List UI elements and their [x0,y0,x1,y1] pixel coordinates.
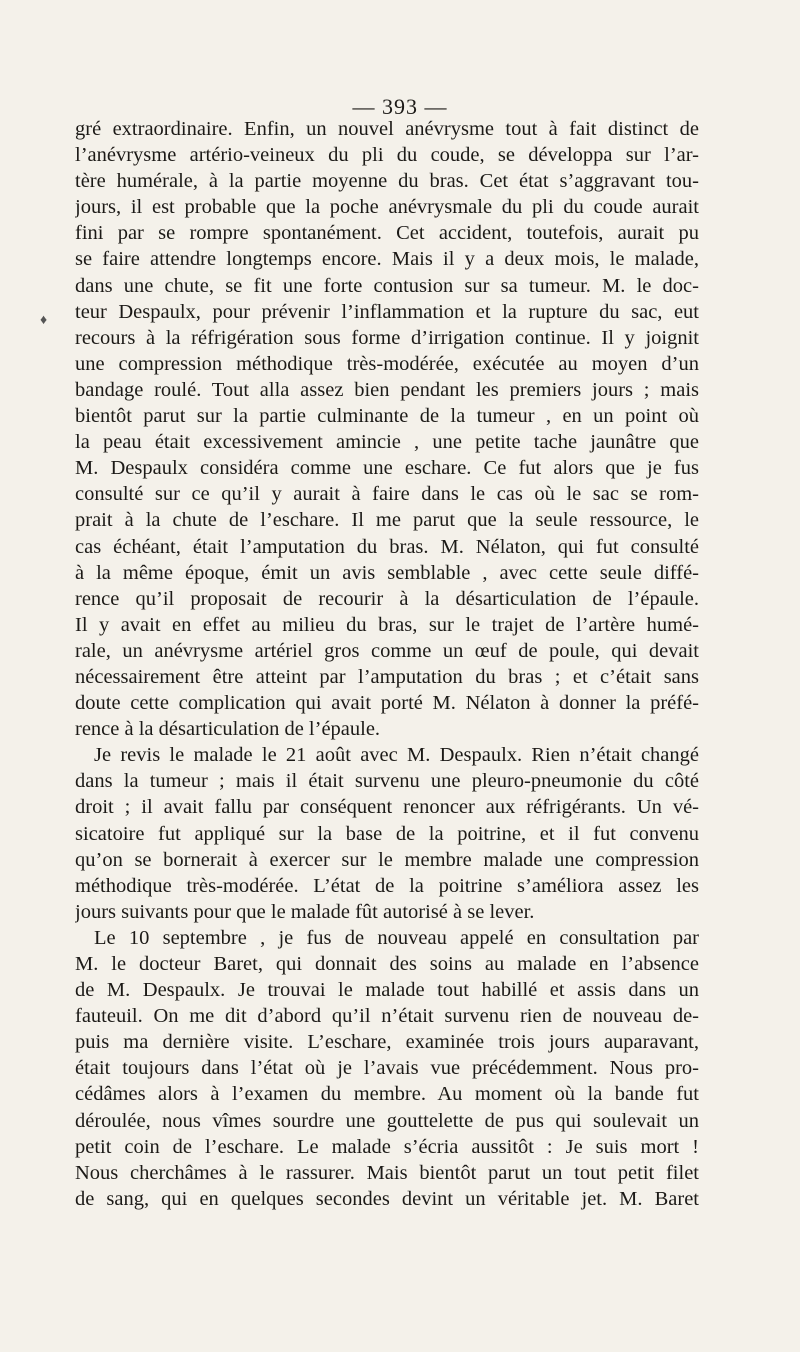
text-line: rence à la désarticulation de l’épaule. [75,718,381,741]
text-line: M. Despaulx considéra comme une eschare. Ce fut alors que je fus [75,457,699,480]
text-line: de M. Despaulx. Je trouvai le malade tout habillé et assis dans un [75,979,699,1002]
text-line: nécessairement être atteint par l’amputation du bras ; et c’était sans [75,665,699,688]
text-line: dans une chute, se fit une forte contusion sur sa tumeur. M. le doc- [75,274,699,297]
text-line: rence qu’il proposait de recourir à la désarticulation de l’épaule. [75,587,699,610]
text-line: jours, il est probable que la poche anévrysmale du pli du coude aurait [75,196,699,219]
text-line: dans la tumeur ; mais il était survenu une pleuro-pneumonie du côté [75,770,699,793]
text-line: qu’on se bornerait à exercer sur le membre malade une compression [75,848,699,871]
text-line: consulté sur ce qu’il y aurait à faire dans le cas où le sac se rom- [75,483,699,506]
text-line: rale, un anévrysme artériel gros comme un œuf de poule, qui devait [75,639,699,662]
page-number: — 393 — [352,94,448,119]
text-line: à la même époque, émit un avis semblable , avec cette seule diffé- [75,561,699,584]
text-line: Je revis le malade le 21 août avec M. Despaulx. Rien n’était changé [94,744,699,767]
text-line: jours suivants pour que le malade fût autorisé à se lever. [75,900,535,923]
text-line: doute cette complication qui avait porté M. Nélaton à donner la préfé- [75,692,699,715]
text-line: méthodique très-modérée. L’état de la poitrine s’améliora assez les [75,874,699,897]
text-line: bandage roulé. Tout alla assez bien pendant les premiers jours ; mais [75,378,699,401]
text-line: gré extraordinaire. Enfin, un nouvel anévrysme tout à fait distinct de [75,118,699,140]
text-line: de sang, qui en quelques secondes devint un véritable jet. M. Baret [75,1187,699,1210]
margin-mark: ♦ [40,313,48,328]
text-line: déroulée, nous vîmes sourdre une gouttelette de pus qui soulevait un [75,1109,699,1132]
text-line: l’anévrysme artério-veineux du pli du coude, se développa sur l’ar- [75,144,699,167]
text-line: Nous cherchâmes à le rassurer. Mais bientôt parut un tout petit filet [75,1161,699,1184]
text-line: fini par se rompre spontanément. Cet accident, toutefois, aurait pu [75,222,699,245]
text-line: teur Despaulx, pour prévenir l’inflammation et la rupture du sac, eut [75,300,699,323]
text-line: Il y avait en effet au milieu du bras, sur le trajet de l’artère humé- [75,613,699,636]
text-line: cas échéant, était l’amputation du bras. M. Nélaton, qui fut consulté [75,535,699,558]
text-line: se faire attendre longtemps encore. Mais il y a deux mois, le malade, [75,248,699,271]
text-line: petit coin de l’eschare. Le malade s’écria aussitôt : Je suis mort ! [75,1135,699,1158]
text-line: bientôt parut sur la partie culminante de la tumeur , en un point où [75,405,699,428]
body-text [75,116,699,1212]
text-line: cédâmes alors à l’examen du membre. Au moment où la bande fut [75,1083,699,1106]
text-line: Le 10 septembre , je fus de nouveau appelé en consultation par [94,926,699,949]
text-line: tère humérale, à la partie moyenne du bras. Cet état s’aggravant tou- [75,170,699,193]
text-line: puis ma dernière visite. L’eschare, examinée trois jours auparavant, [75,1031,699,1054]
text-line: la peau était excessivement amincie , une petite tache jaunâtre que [75,431,699,454]
text-line: recours à la réfrigération sous forme d’irrigation continue. Il y joignit [75,326,699,349]
text-line: sicatoire fut appliqué sur la base de la poitrine, et il fut convenu [75,822,699,845]
text-line: fauteuil. On me dit d’abord qu’il n’était survenu rien de nouveau de- [75,1005,699,1028]
text-line: était toujours dans l’état où je l’avais vue précédemment. Nous pro- [75,1057,699,1080]
text-line: prait à la chute de l’eschare. Il me parut que la seule ressource, le [75,509,699,532]
text-line: droit ; il avait fallu par conséquent renoncer aux réfrigérants. Un vé- [75,796,699,819]
text-line: une compression méthodique très-modérée, exécutée au moyen d’un [75,352,699,375]
text-line: M. le docteur Baret, qui donnait des soins au malade en l’absence [75,953,699,975]
